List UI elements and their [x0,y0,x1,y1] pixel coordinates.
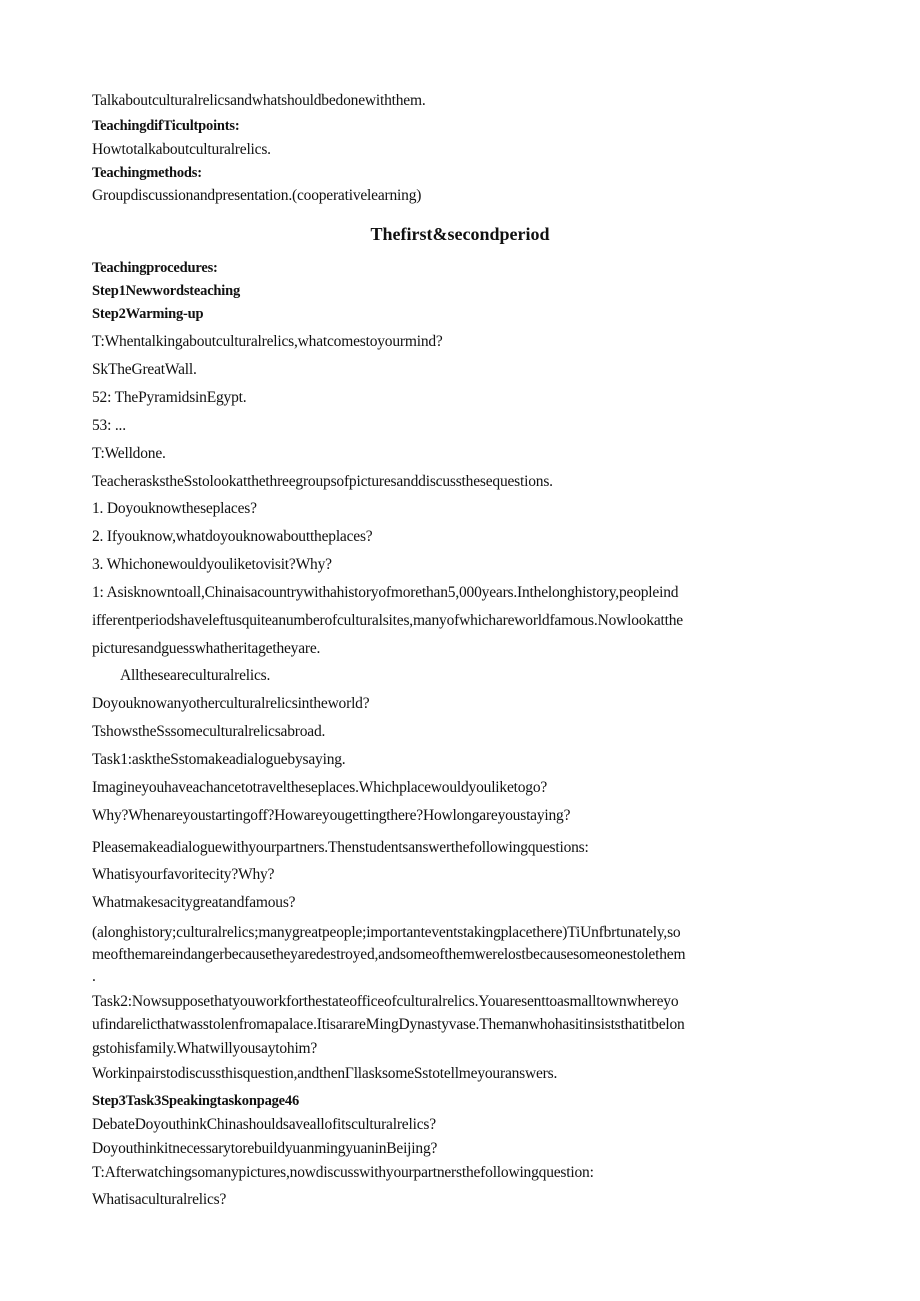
text-line: T:Welldone. [92,445,166,462]
text-line: 52: ThePyramidsinEgypt. [92,389,247,406]
step2-heading: Step2Warming-up [92,306,204,322]
text-line: Whatmakesacitygreatandfamous? [92,894,296,911]
methods-heading: Teachingmethods: [92,165,202,181]
question-item: 3. Whichonewouldyouliketovisit?Why? [92,556,332,573]
text-line: meofthemareindangerbecausetheyaredestroyed,andsomeofthemwerelostbecausesomeonestolethem [92,946,686,963]
text-line: Whatisaculturalrelics? [92,1191,227,1208]
text-line: Whatisyourfavoritecity?Why? [92,866,275,883]
text-line: ifferentperiodshaveleftusquiteanumberofculturalsites,manyofwhichareworldfamous.Nowlookatthe [92,612,683,629]
procedures-heading: Teachingprocedures: [92,260,218,276]
objective-line: Talkaboutculturalrelicsandwhatshouldbedonewiththem. [92,92,426,109]
text-line: ufindarelicthatwasstolenfromapalace.ItisarareMingDynastyvase.Themanwhohasitinsiststhatitbelon [92,1016,685,1033]
text-line: DebateDoyouthinkChinashouldsaveallofitsculturalrelics? [92,1116,436,1133]
text-line: Alltheseareculturalrelics. [120,667,271,684]
text-line: picturesandguesswhatheritagetheyare. [92,640,321,657]
text-line: Doyouknowanyotherculturalrelicsintheworld? [92,695,370,712]
text-line: Why?Whenareyoustartingoff?Howareyougettingthere?Howlongareyoustaying? [92,807,571,824]
text-line: (alonghistory;culturalrelics;manygreatpeople;importanteventstakingplacethere)TiUnfbrtunately,so [92,924,681,941]
task2-line: Task2:Nowsupposethatyouworkforthestateofficeofculturalrelics.Youaresenttoasmalltownwhereyo [92,993,679,1010]
text-line: SkTheGreatWall. [92,361,197,378]
question-item: 1. Doyouknowtheseplaces? [92,500,257,517]
text-line: T:Afterwatchingsomanypictures,nowdiscusswithyourpartnersthefollowingquestion: [92,1164,594,1181]
text-line: T:Whentalkingaboutculturalrelics,whatcomestoyourmind? [92,333,443,350]
text-line: Workinpairstodiscussthisquestion,andthenΓllasksomeSstotellmeyouranswers. [92,1065,558,1082]
step1-heading: Step1Newwordsteaching [92,283,241,299]
question-item: 2. Ifyouknow,whatdoyouknowabouttheplaces? [92,528,373,545]
text-line: 53: ... [92,417,126,434]
text-line: . [92,968,96,985]
text-line: TshowstheSssomeculturalrelicsabroad. [92,723,326,740]
difficult-points-heading: TeachingdifTicultpoints: [92,118,240,134]
text-line: TeacheraskstheSstolookatthethreegroupsofpicturesanddiscussthesequestions. [92,473,553,490]
text-line: Imagineyouhaveachancetotraveltheseplaces.Whichplacewouldyouliketogo? [92,779,548,796]
step3-heading: Step3Task3Speakingtaskonpage46 [92,1093,300,1109]
task1-line: Task1:asktheSstomakeadialoguebysaying. [92,751,346,768]
difficult-points-text: Howtotalkaboutculturalrelics. [92,141,271,158]
period-title: Thefirst&secondperiod [370,224,550,244]
text-line: Pleasemakeadialoguewithyourpartners.Thenstudentsanswerthefollowingquestions: [92,839,589,856]
text-line: DoyouthinkitnecessarytorebuildyuanmingyuaninBeijing? [92,1140,438,1157]
methods-text: Groupdiscussionandpresentation.(cooperativelearning) [92,187,422,204]
text-line: 1: Asisknowntoall,Chinaisacountrywithahistoryofmorethan5,000years.Inthelonghistory,peopleind [92,584,679,601]
text-line: gstohisfamily.Whatwillyousaytohim? [92,1040,318,1057]
